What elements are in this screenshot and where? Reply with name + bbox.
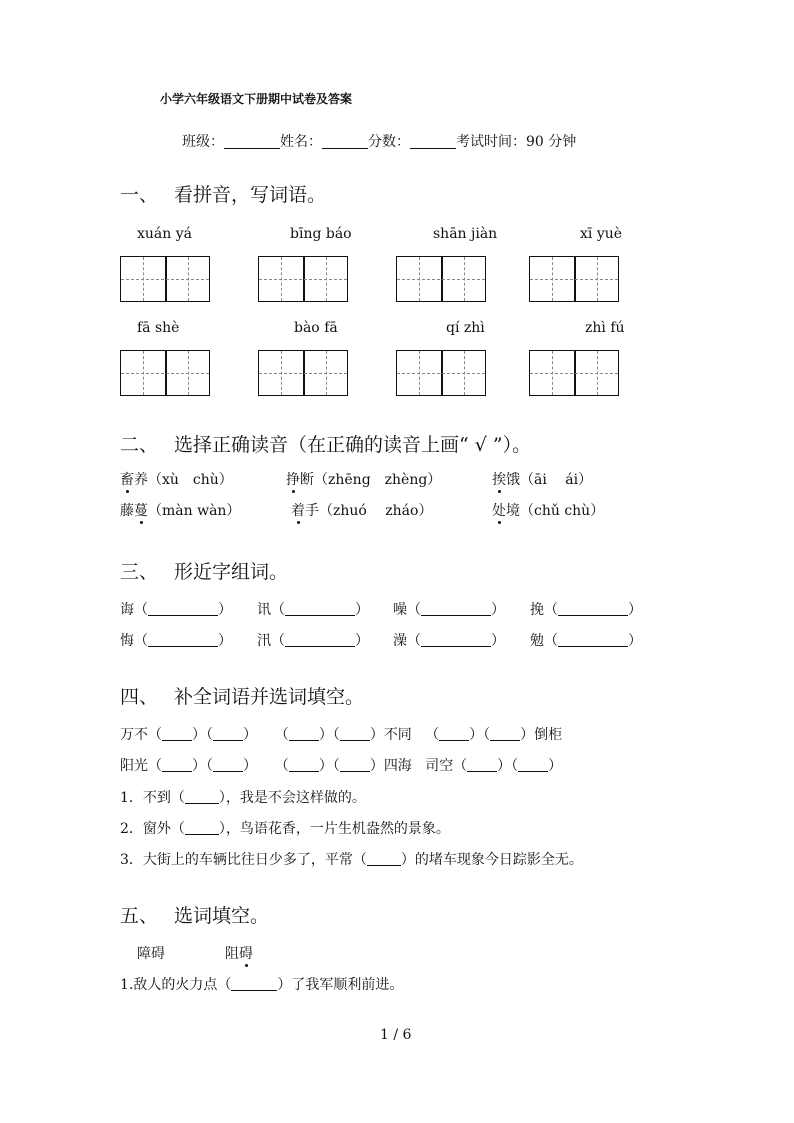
reading-item-3[interactable]: 挨饿（āi ái）: [492, 469, 592, 489]
writing-grid-8[interactable]: [529, 350, 619, 396]
time-label: 考试时间：90 分钟: [456, 134, 577, 150]
name-blank[interactable]: [322, 134, 368, 149]
pinyin-7: qí zhì: [446, 320, 485, 336]
reading-item-5[interactable]: 着手（zhuó zháo）: [291, 500, 432, 520]
word-group-5[interactable]: 悔（ ）: [120, 633, 232, 649]
fill-question-2[interactable]: 2．窗外（ ），鸟语花香，一片生机盎然的景象。: [120, 821, 450, 837]
section-5-heading: 五、 选词填空。: [120, 905, 270, 927]
section-4-heading: 四、 补全词语并选词填空。: [120, 686, 365, 708]
writing-grid-1[interactable]: [120, 256, 210, 302]
class-blank[interactable]: [224, 134, 280, 149]
choice-question-1[interactable]: 1.敌人的火力点（ ）了我军顺利前进。: [120, 977, 404, 993]
word-group-7[interactable]: 澡（ ）: [393, 633, 505, 649]
writing-grid-5[interactable]: [120, 350, 210, 396]
word-group-4[interactable]: 挽（ ）: [530, 602, 642, 618]
fill-question-1[interactable]: 1．不到（ ），我是不会这样做的。: [120, 790, 366, 806]
page-number: 1 / 6: [380, 1027, 412, 1043]
section-1-heading: 一、 看拼音，写词语。: [120, 184, 327, 206]
score-label: 分数：: [368, 134, 410, 150]
word-choice-1: 障碍: [137, 946, 165, 962]
name-label: 姓名：: [280, 134, 322, 150]
word-choice-2: 阻碍: [225, 943, 253, 963]
reading-item-6[interactable]: 处境（chǔ chù）: [492, 500, 604, 520]
pinyin-4: xī yuè: [580, 226, 623, 242]
pinyin-8: zhì fú: [585, 320, 625, 336]
section-3-heading: 三、 形近字组词。: [120, 561, 289, 583]
reading-item-1[interactable]: 畜养（xù chù）: [120, 469, 233, 489]
student-info-line: [182, 131, 576, 151]
word-group-2[interactable]: 讯（ ）: [257, 602, 369, 618]
writing-grid-6[interactable]: [258, 350, 348, 396]
writing-grid-2[interactable]: [258, 256, 348, 302]
word-group-3[interactable]: 噪（ ）: [393, 602, 505, 618]
exam-title: 小学六年级语文下册期中试卷及答案: [160, 92, 353, 106]
pinyin-2: bīng báo: [290, 226, 352, 242]
reading-item-4[interactable]: 藤蔓（màn wàn）: [120, 500, 240, 520]
idiom-row-1[interactable]: 万不（ ）（ ） （ ）（ ）不同 （ ）（ ）倒柜: [120, 727, 563, 743]
writing-grid-3[interactable]: [396, 256, 486, 302]
pinyin-6: bào fā: [294, 320, 338, 336]
score-blank[interactable]: [410, 134, 456, 149]
word-group-8[interactable]: 勉（ ）: [530, 633, 642, 649]
fill-question-3[interactable]: 3．大街上的车辆比往日少多了，平常（ ）的堵车现象今日踪影全无。: [120, 852, 583, 868]
section-2-heading: 二、 选择正确读音（在正确的读音上画“ √ ”）。: [120, 434, 532, 456]
pinyin-1: xuán yá: [137, 226, 192, 242]
reading-item-2[interactable]: 挣断（zhēng zhèng）: [286, 469, 441, 489]
pinyin-5: fā shè: [137, 320, 180, 336]
word-group-6[interactable]: 汛（ ）: [257, 633, 369, 649]
writing-grid-4[interactable]: [529, 256, 619, 302]
writing-grid-7[interactable]: [396, 350, 486, 396]
idiom-row-2[interactable]: 阳光（ ）（ ） （ ）（ ）四海 司空（ ）（ ）: [120, 758, 563, 774]
word-group-1[interactable]: 诲（ ）: [120, 602, 232, 618]
pinyin-3: shān jiàn: [433, 226, 498, 242]
class-label: 班级：: [182, 134, 224, 150]
